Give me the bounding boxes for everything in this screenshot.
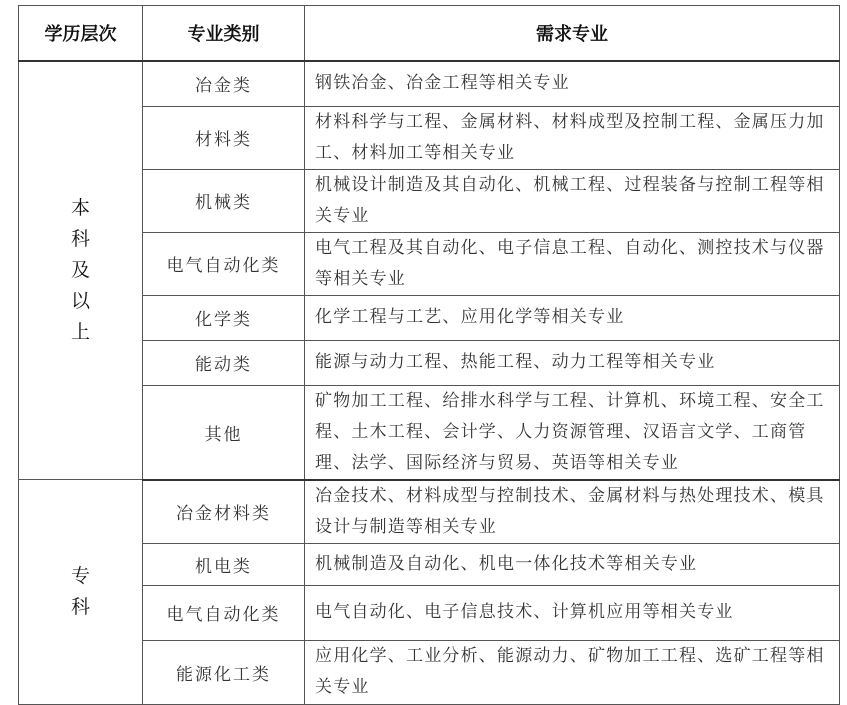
category-cell: 其他	[143, 385, 305, 480]
majors-cell: 材料科学与工程、金属材料、材料成型及控制工程、金属压力加工、材料加工等相关专业	[305, 106, 840, 169]
category-cell: 电气自动化类	[143, 585, 305, 640]
level-cell-bachelor	[19, 61, 143, 480]
majors-cell: 机械制造及自动化、机电一体化技术等相关专业	[305, 543, 840, 585]
table-row	[19, 340, 840, 385]
requirements-table	[18, 5, 840, 705]
majors-cell: 应用化学、工业分析、能源动力、矿物加工工程、选矿工程等相关专业	[305, 640, 840, 704]
requirements-table-container	[18, 5, 840, 705]
level-cell-associate	[19, 480, 143, 705]
table-row	[19, 106, 840, 169]
category-cell: 电气自动化类	[143, 232, 305, 295]
header-majors: 需求专业	[305, 6, 840, 62]
table-row	[19, 480, 840, 544]
category-cell: 机械类	[143, 169, 305, 232]
category-cell: 机电类	[143, 543, 305, 585]
level-label: 专科	[70, 564, 90, 618]
header-category: 专业类别	[143, 6, 305, 62]
majors-cell: 冶金技术、材料成型与控制技术、金属材料与热处理技术、模具设计与制造等相关专业	[305, 480, 840, 544]
header-row	[19, 6, 840, 62]
table-row	[19, 169, 840, 232]
table-row	[19, 385, 840, 480]
category-cell: 能源化工类	[143, 640, 305, 704]
table-row	[19, 640, 840, 704]
header-level: 学历层次	[19, 6, 143, 62]
table-row	[19, 585, 840, 640]
category-cell: 能动类	[143, 340, 305, 385]
majors-cell: 钢铁冶金、冶金工程等相关专业	[305, 61, 840, 106]
category-cell: 冶金材料类	[143, 480, 305, 544]
category-cell: 化学类	[143, 295, 305, 340]
table-row	[19, 295, 840, 340]
majors-cell: 电气自动化、电子信息技术、计算机应用等相关专业	[305, 585, 840, 640]
majors-cell: 电气工程及其自动化、电子信息工程、自动化、测控技术与仪器等相关专业	[305, 232, 840, 295]
category-cell: 冶金类	[143, 61, 305, 106]
level-label: 本科及以上	[70, 197, 90, 343]
category-cell: 材料类	[143, 106, 305, 169]
majors-cell: 机械设计制造及其自动化、机械工程、过程装备与控制工程等相关专业	[305, 169, 840, 232]
table-row	[19, 543, 840, 585]
majors-cell: 矿物加工工程、给排水科学与工程、计算机、环境工程、安全工程、土木工程、会计学、人力资源管理、汉语言文学、工商管理、法学、国际经济与贸易、英语等相关专业	[305, 385, 840, 480]
majors-cell: 化学工程与工艺、应用化学等相关专业	[305, 295, 840, 340]
table-row	[19, 232, 840, 295]
majors-cell: 能源与动力工程、热能工程、动力工程等相关专业	[305, 340, 840, 385]
table-row	[19, 61, 840, 106]
